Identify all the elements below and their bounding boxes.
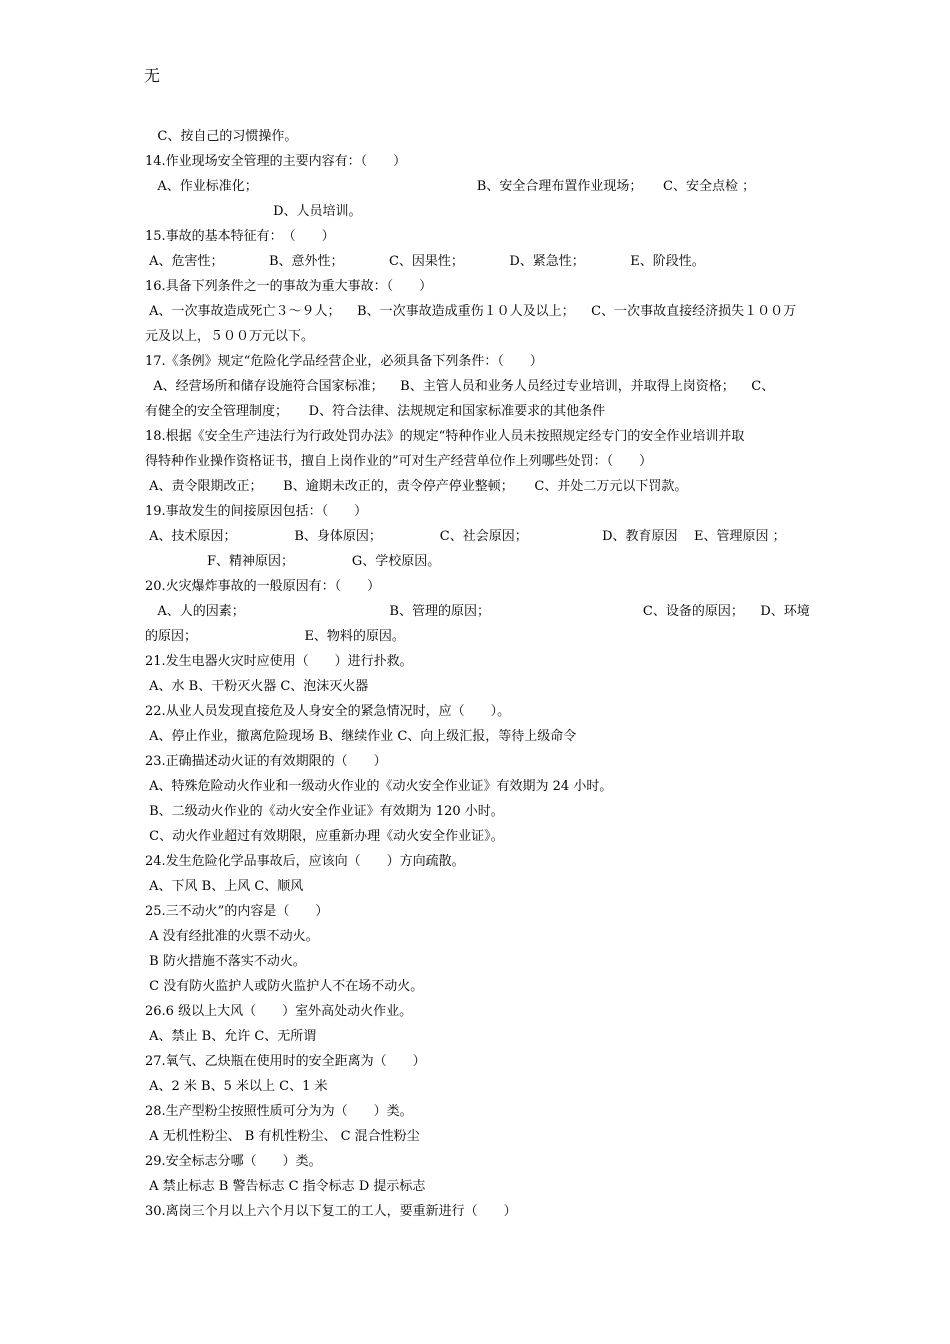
question-19-options: A、技术原因； B、身体原因； C、社会原因； D、教育原因 E、管理原因 ；	[145, 529, 786, 544]
question-17: 17.《条例》规定“危险化学品经营企业，必须具备下列条件：（ ）	[145, 354, 543, 369]
question-19-options-cont: F、精神原因； G、学校原因。	[145, 554, 441, 569]
question-14-options-cont: D、人员培训。	[145, 204, 362, 219]
question-17-options: A、经营场所和储存设施符合国家标准； B、主管人员和业务人员经过专业培训，并取得上岗资格； C、	[145, 379, 775, 394]
question-19: 19.事故发生的间接原因包括：（ ）	[145, 504, 368, 519]
question-21: 21.发生电器火灾时应使用（ ）进行扑救。	[145, 654, 413, 669]
question-23-option-a: A、特殊危险动火作业和一级动火作业的《动火安全作业证》有效期为 24 小时。	[145, 779, 613, 794]
question-20-options: A、人的因素； B、管理的原因； C、设备的原因； D、环境	[145, 604, 810, 619]
question-22: 22.从业人员发现直接危及人身安全的紧急情况时，应（ ）。	[145, 704, 511, 719]
question-18: 18.根据《安全生产违法行为行政处罚办法》的规定“特种作业人员未按照规定经专门的安全作业培训并取	[145, 429, 745, 444]
question-16-options: A、一次事故造成死亡３～９人； B、一次事故造成重伤１０人及以上； C、一次事故直接经济损失１００万	[145, 304, 797, 319]
question-23: 23.正确描述动火证的有效期限的（ ）	[145, 754, 387, 769]
question-25: 25.三不动火”的内容是（ ）	[145, 904, 329, 919]
question-30: 30.离岗三个月以上六个月以下复工的工人，要重新进行（ ）	[145, 1204, 517, 1219]
question-28: 28.生产型粉尘按照性质可分为为（ ）类。	[145, 1104, 413, 1119]
question-20-options-cont: 的原因； E、物料的原因。	[145, 629, 405, 644]
question-23-option-c: C、动火作业超过有效期限，应重新办理《动火安全作业证》。	[145, 829, 504, 844]
question-14: 14.作业现场安全管理的主要内容有：（ ）	[145, 154, 407, 169]
question-15: 15.事故的基本特征有： （ ）	[145, 229, 335, 244]
question-24-options: A、下风 B、上风 C、顺风	[145, 879, 304, 894]
question-27: 27.氧气、乙炔瓶在使用时的安全距离为（ ）	[145, 1054, 426, 1069]
question-18-options: A、责令限期改正； B、逾期未改正的，责令停产停业整顿； C、并处二万元以下罚款。	[145, 479, 688, 494]
question-21-options: A、水 B、干粉灭火器 C、泡沫灭火器	[145, 679, 369, 694]
question-18-cont: 得特种作业操作资格证书，擅自上岗作业的”可对生产经营单位作上列哪些处罚：（ ）	[145, 454, 653, 469]
question-17-options-cont: 有健全的安全管理制度； D、符合法律、法规规定和国家标准要求的其他条件	[145, 404, 606, 419]
question-24: 24.发生危险化学品事故后，应该向（ ）方向疏散。	[145, 854, 465, 869]
question-list	[145, 124, 815, 1224]
question-25-option-a: A 没有经批准的火票不动火。	[145, 929, 319, 944]
question-15-options: A、危害性； B、意外性； C、因果性； D、紧急性； E、阶段性。	[145, 254, 705, 269]
question-27-options: A、2 米 B、5 米以上 C、1 米	[145, 1079, 328, 1094]
question-26-options: A、禁止 B、允许 C、无所谓	[145, 1029, 317, 1044]
question-22-options: A、停止作业，撤离危险现场 B、继续作业 C、向上级汇报，等待上级命令	[145, 729, 577, 744]
text-line: C、按自己的习惯操作。	[145, 129, 298, 144]
page-header-mark: 无	[144, 66, 161, 85]
question-25-option-c: C 没有防火监护人或防火监护人不在场不动火。	[145, 979, 424, 994]
question-25-option-b: B 防火措施不落实不动火。	[145, 954, 306, 969]
question-29-options: A 禁止标志 B 警告标志 C 指令标志 D 提示标志	[145, 1179, 426, 1194]
question-16-options-cont: 元及以上，５００万元以下。	[145, 329, 315, 344]
question-28-options: A 无机性粉尘、 B 有机性粉尘、 C 混合性粉尘	[145, 1129, 420, 1144]
question-16: 16.具备下列条件之一的事故为重大事故：（ ）	[145, 279, 433, 294]
question-20: 20.火灾爆炸事故的一般原因有：（ ）	[145, 579, 381, 594]
question-26: 26.6 级以上大风（ ）室外高处动火作业。	[145, 1004, 413, 1019]
question-29: 29.安全标志分哪（ ）类。	[145, 1154, 322, 1169]
question-14-options: A、作业标准化； B、安全合理布置作业现场； C、安全点检 ；	[145, 179, 756, 194]
question-23-option-b: B、二级动火作业的《动火安全作业证》有效期为 120 小时。	[145, 804, 504, 819]
